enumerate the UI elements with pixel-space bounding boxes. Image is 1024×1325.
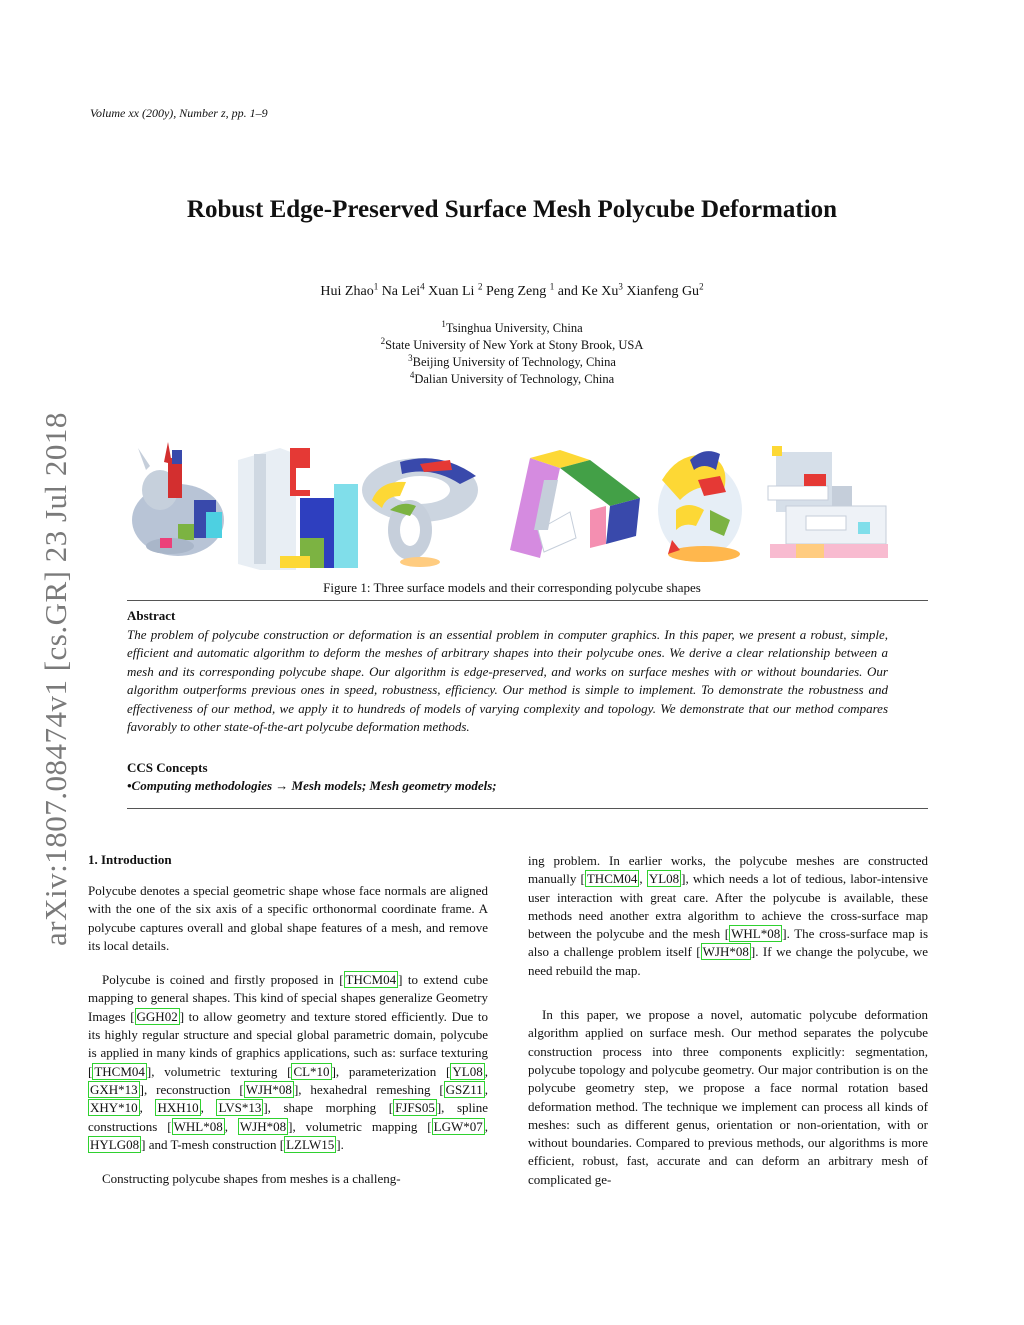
- author: Na Lei: [381, 284, 421, 299]
- citation-link[interactable]: LGW*07: [433, 1118, 483, 1134]
- affiliation: $^1$Tsinghua University, China: [441, 318, 583, 335]
- citation-link[interactable]: WHL*08: [731, 926, 781, 942]
- right-column: [528, 852, 928, 1189]
- citation-link[interactable]: THCM04: [345, 972, 397, 988]
- affiliation: $^2$State University of New York at Stony Brook, USA: [380, 335, 644, 352]
- bunny-polycube-image: [238, 448, 358, 570]
- citation-link[interactable]: XHY*10: [90, 1100, 138, 1116]
- citation-link[interactable]: WJH*08: [702, 944, 749, 960]
- author: and Ke Xu: [557, 284, 619, 299]
- kitten-model-image: [362, 458, 478, 567]
- ccs-heading: CCS Concepts: [127, 760, 208, 775]
- dancer-model-image: [658, 451, 742, 562]
- author: Xianfeng Gu: [626, 284, 700, 299]
- author-list: Hui Zhao$^1$ Na Lei$^4$ Xuan Li $^2$ Peng Zeng $^1$ and Ke Xu$^3$ Xianfeng Gu$^2$: [320, 281, 704, 299]
- figure-caption: Figure 1: Three surface models and their corresponding polycube shapes: [323, 580, 701, 595]
- citation-link[interactable]: LZLW15: [286, 1136, 335, 1152]
- citation-link[interactable]: GXH*13: [90, 1081, 138, 1097]
- citation-link[interactable]: WHL*08: [173, 1118, 223, 1134]
- paragraph: Constructing polycube shapes from meshes is a challeng-: [102, 1171, 401, 1187]
- citation-link[interactable]: THCM04: [94, 1063, 145, 1079]
- paragraph: ing problem. In earlier works, the polycube meshes are constructed manually [ THCM04 , YL08 ], which needs a lot of tedious, labor-intensive user interaction with great care. After the polycube is available, these methods need another extra algorithm to achieve the cross-surface map between the polycube and the mesh [ WHL*08 ]. The cross-surface map is also a challenge problem itself [ WJH*08 ]. If we change the polycube, we need rebuild the map.: [528, 853, 929, 978]
- citation-link[interactable]: FJFS05: [395, 1100, 435, 1116]
- paragraph: In this paper, we propose a novel, automatic polycube deformation algorithm applied on surface mesh. Our method separates the polycube construction process into three components explicitly: segmentation, polycube topology and polycube geometry. Our major contribution is on the polycube geometry step, we propose a face normal rotation based deformation method. The technique we implement can process all kinds of meshes: such as different genus, orientation or non-orientation, with or without boundaries. Compared to previous methods, our algorithms is more efficient, robust, fast, accurate and can deform an arbitrary mesh of complicated ge-: [528, 1007, 928, 1187]
- kitten-polycube-image: [510, 450, 640, 558]
- citation-link[interactable]: YL08: [648, 871, 680, 887]
- affiliation: $^4$Dalian University of Technology, China: [409, 369, 615, 386]
- paragraph: Polycube denotes a special geometric shape whose face normals are aligned with the one of the six axis of a specific orthonormal coordinate frame. A polycube captures overall and global shape features of a mesh, and remove its local details.: [88, 883, 488, 953]
- citation-link[interactable]: GGH02: [136, 1008, 178, 1024]
- paragraph: Polycube is coined and firstly proposed in [ THCM04 ] to extend cube mapping to general shapes. This kind of special shapes generalize Geometry Images [ GGH02 ] to allow geometry and texture stored efficiently. Due to its highly regular structure and special global parametric domain, polycube is applied in many kinds of graphics applications, such as: surface texturing [ THCM04 ], volumetric texturing [ CL*10 ], parameterization [ YL08 , GXH*13 ], reconstruction [ WJH*08 ], hexahedral remeshing [ GSZ11 , XHY*10 , HXH10 , LVS*13 ], shape morphing [ FJFS05 ], spline constructions [ WHL*08 , WJH*08 ], volumetric mapping [ LGW*07 , HYLG08 ] and T-mesh construction [ LZLW15 ].: [88, 972, 489, 1152]
- citation-link[interactable]: HXH10: [157, 1100, 199, 1116]
- citation-link[interactable]: YL08: [452, 1063, 483, 1079]
- section-heading: 1. Introduction: [88, 852, 172, 867]
- citation-link[interactable]: WJH*08: [245, 1081, 292, 1097]
- author: Peng Zeng: [485, 284, 547, 299]
- divider: [127, 600, 928, 601]
- citation-link[interactable]: THCM04: [586, 871, 638, 887]
- citation-link[interactable]: CL*10: [293, 1063, 330, 1079]
- citation-link[interactable]: LVS*13: [218, 1100, 262, 1116]
- author: Xuan Li: [428, 284, 475, 299]
- journal-line: Volume xx (200y), Number z, pp. 1–9: [90, 106, 268, 120]
- teaser-figure: [120, 440, 900, 570]
- arxiv-watermark: arXiv:1807.08474v1 [cs.GR] 23 Jul 2018: [38, 412, 73, 946]
- abstract-text: The problem of polycube construction or deformation is an essential problem in computer graphics. In this paper, we present a robust, simple, efficient and automatic algorithm to deform the meshes of arbitrary shapes into their polycube ones. We derive a clear relationship between a mesh and its corresponding polycube shape. Our algorithm is edge-preserved, and works on surface meshes with or without boundaries. Our algorithm outperforms previous ones in speed, robustness, efficiency. Our method is simple to implement. To demonstrate the robustness and effectiveness of our method, we apply it to hundreds of models of varying complexity and topology. We demonstrate that our method compares favorably to other state-of-the-art polycube deformation methods.: [127, 627, 888, 735]
- affiliation: $^3$Beijing University of Technology, China: [408, 352, 616, 369]
- paper-title: Robust Edge-Preserved Surface Mesh Polycube Deformation: [186, 196, 838, 223]
- divider: [127, 808, 928, 809]
- bunny-model-image: [132, 442, 224, 556]
- abstract-heading: Abstract: [127, 608, 176, 623]
- citation-link[interactable]: WJH*08: [239, 1118, 287, 1134]
- affiliation-list: [0, 320, 1024, 388]
- ccs-concepts: •Computing methodologies → Mesh models; Mesh geometry models;: [127, 778, 497, 793]
- left-column: [88, 882, 488, 1188]
- author: Hui Zhao: [320, 284, 374, 299]
- citation-link[interactable]: GSZ11: [445, 1081, 483, 1097]
- dancer-polycube-image: [768, 446, 888, 558]
- citation-link[interactable]: HYLG08: [90, 1136, 140, 1152]
